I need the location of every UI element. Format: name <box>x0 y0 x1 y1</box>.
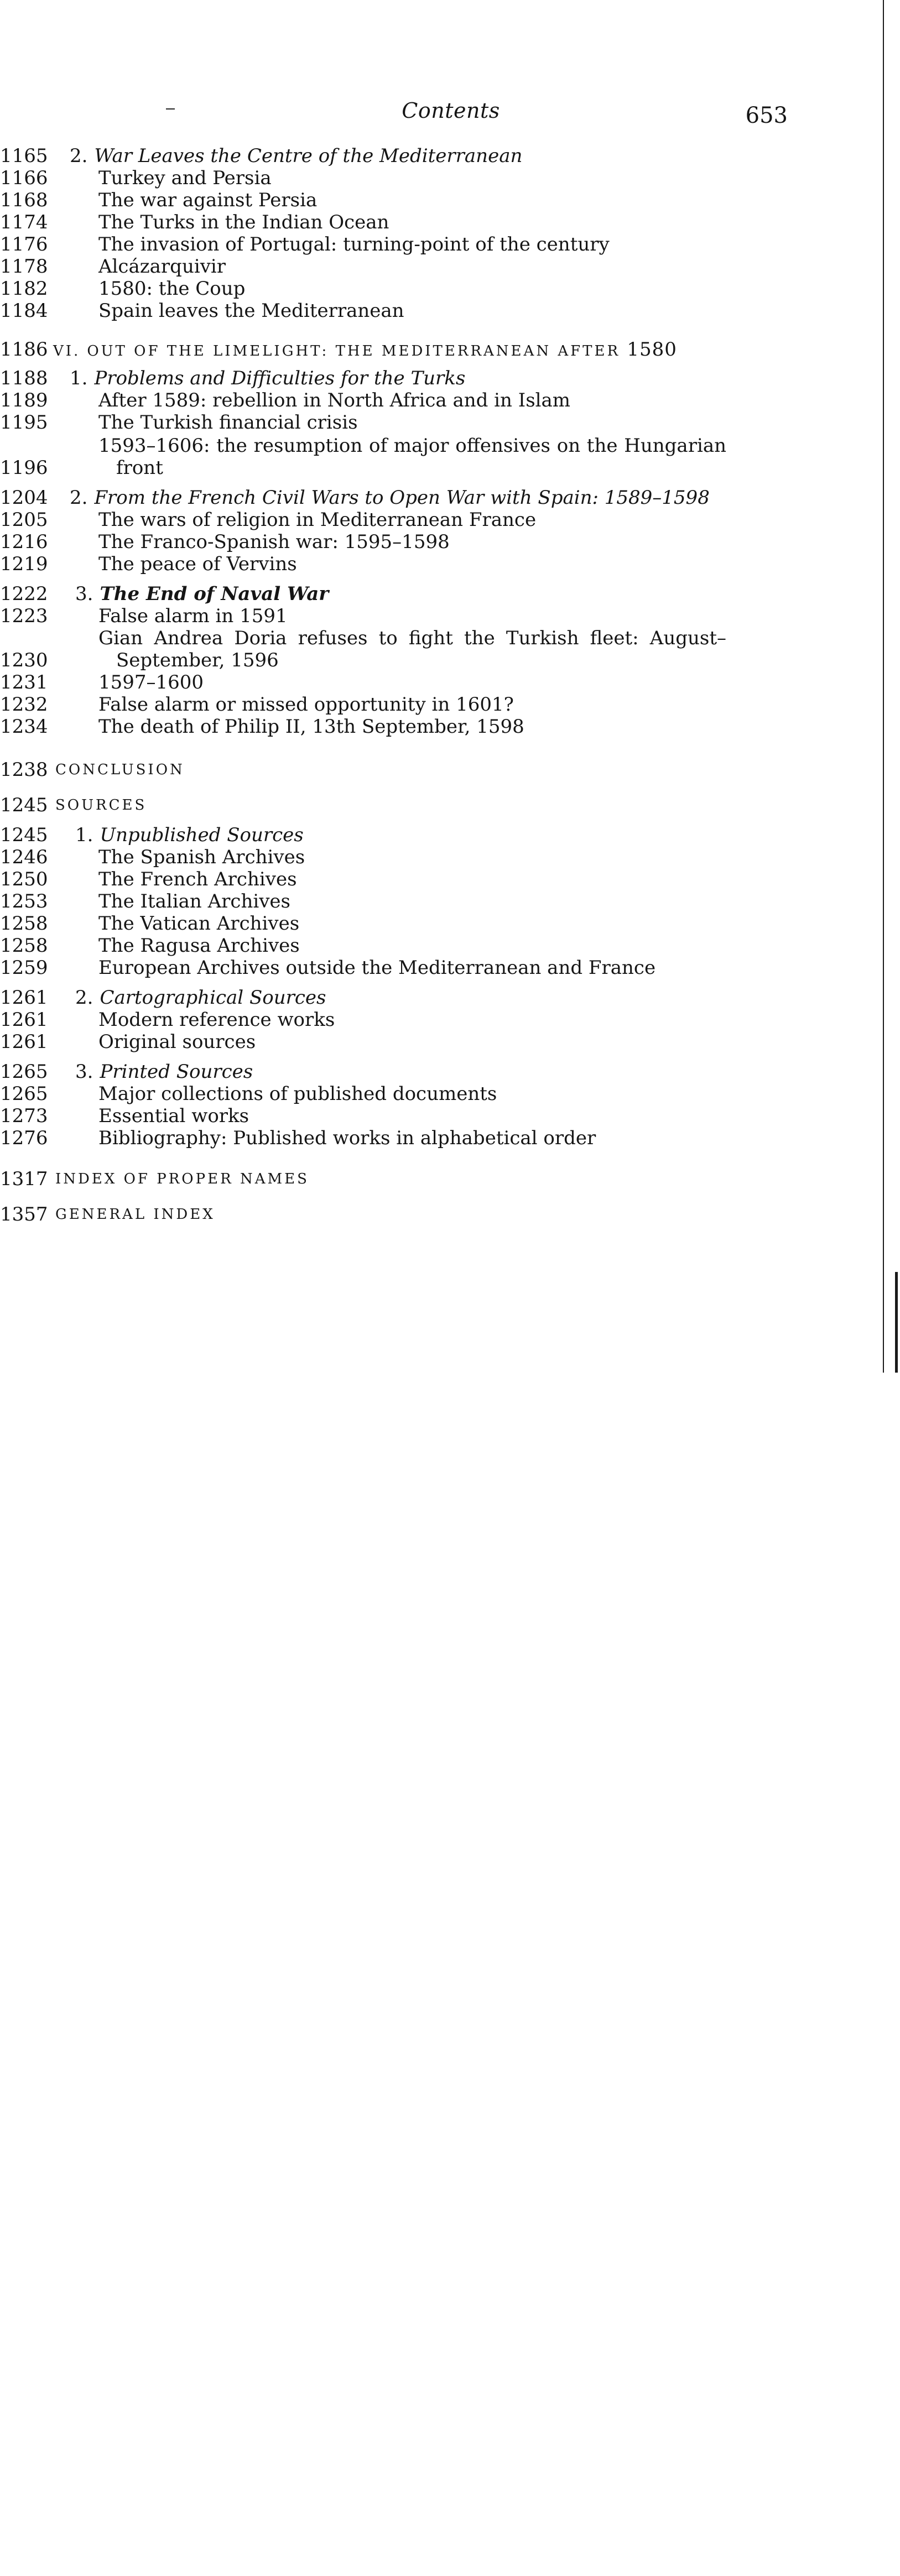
toc-entry[interactable] <box>0 553 785 575</box>
page-ref: 1205 <box>0 509 48 531</box>
page-ref: 1204 <box>0 487 48 509</box>
part-title: OUT OF THE LIMELIGHT: THE MEDITERRANEAN AFTER <box>87 343 621 359</box>
section-number: 2. <box>70 487 88 509</box>
toc-entry[interactable] <box>0 1009 785 1031</box>
toc-entry[interactable] <box>0 1083 785 1105</box>
section-title: The End of Naval War <box>100 583 329 605</box>
entry-label: GENERAL INDEX <box>55 1206 215 1223</box>
toc-entry[interactable] <box>0 509 785 531</box>
page-ref: 1258 <box>0 935 48 957</box>
page-ref: 1231 <box>0 671 48 693</box>
section-title: From the French Civil Wars to Open War with Spain: 1589–1598 <box>94 487 710 509</box>
toc-entry[interactable] <box>0 211 785 233</box>
page-ref: 1234 <box>0 716 48 738</box>
entry-label: The French Archives <box>98 868 297 890</box>
page-ref: 1222 <box>0 583 48 605</box>
toc-entry[interactable] <box>0 411 785 434</box>
page-ref: 1265 <box>0 1061 48 1083</box>
page-ref: 1273 <box>0 1105 48 1127</box>
toc-entry[interactable] <box>0 890 785 912</box>
toc-entry[interactable] <box>0 531 785 553</box>
toc-entry[interactable] <box>0 671 785 693</box>
toc-entry[interactable] <box>0 868 785 890</box>
toc-entry[interactable] <box>0 649 785 671</box>
entry-label: Spain leaves the Mediterranean <box>98 300 404 322</box>
page-ref: 1357 <box>0 1203 48 1226</box>
section-number: 3. <box>75 1061 93 1083</box>
toc-section-heading[interactable] <box>0 824 785 846</box>
page-ref: 1245 <box>0 824 48 846</box>
section-number: 1. <box>75 824 93 846</box>
page-ref: 1246 <box>0 846 48 868</box>
entry-label: False alarm or missed opportunity in 1601? <box>98 693 514 716</box>
entry-label: The Italian Archives <box>98 890 290 912</box>
page-ref: 1238 <box>0 759 48 781</box>
entry-label: 1580: the Coup <box>98 278 246 300</box>
entry-label: The peace of Vervins <box>98 553 297 575</box>
toc-entry[interactable] <box>0 957 785 979</box>
entry-label: The Franco-Spanish war: 1595–1598 <box>98 531 450 553</box>
page-ref: 1182 <box>0 278 48 300</box>
entry-label: The Vatican Archives <box>98 912 300 935</box>
section-number: 2. <box>70 145 88 167</box>
toc-entry[interactable] <box>0 1031 785 1053</box>
toc-entry[interactable] <box>0 300 785 322</box>
entry-label: Major collections of published documents <box>98 1083 497 1105</box>
toc-index-proper-names[interactable] <box>0 1168 785 1190</box>
entry-label-line1[interactable]: Gian Andrea Doria refuses to fight the Turkish fleet: August– <box>98 627 726 649</box>
entry-label: The wars of religion in Mediterranean France <box>98 509 537 531</box>
page-ref: 1261 <box>0 1009 48 1031</box>
toc-entry[interactable] <box>0 693 785 716</box>
page-ref: 1261 <box>0 1031 48 1053</box>
section-number: 1. <box>70 367 88 389</box>
toc-entry[interactable] <box>0 912 785 935</box>
part-year: 1580 <box>627 338 677 361</box>
section-number: 3. <box>75 583 93 605</box>
page-ref: 1259 <box>0 957 48 979</box>
entry-label: After 1589: rebellion in North Africa and in Islam <box>98 389 571 411</box>
entry-label: The death of Philip II, 13th September, 1598 <box>98 716 524 738</box>
entry-label: The Ragusa Archives <box>98 935 300 957</box>
toc-entry[interactable] <box>0 605 785 627</box>
entry-label: Modern reference works <box>98 1009 335 1031</box>
toc-general-index[interactable] <box>0 1203 785 1226</box>
page-ref: 1188 <box>0 367 48 389</box>
toc-sources[interactable] <box>0 794 785 816</box>
toc-entry[interactable] <box>0 255 785 278</box>
page-number: 653 <box>745 103 788 128</box>
toc-section-heading[interactable] <box>0 583 785 605</box>
entry-label: SOURCES <box>55 797 147 814</box>
toc-entry[interactable] <box>0 278 785 300</box>
page-ref: 1195 <box>0 411 48 434</box>
entry-label: Original sources <box>98 1031 256 1053</box>
page-ref: 1216 <box>0 531 48 553</box>
page-ref: 1166 <box>0 167 48 189</box>
toc-part-heading[interactable] <box>0 338 785 361</box>
toc-entry[interactable] <box>0 167 785 189</box>
entry-label: European Archives outside the Mediterranean and France <box>98 957 656 979</box>
entry-label: Turkey and Persia <box>98 167 272 189</box>
entry-label: The war against Persia <box>98 189 318 211</box>
page-ref: 1223 <box>0 605 48 627</box>
page-ref: 1165 <box>0 145 48 167</box>
entry-label-line2: front <box>116 457 163 479</box>
toc-section-heading[interactable] <box>0 1061 785 1083</box>
page-ref: 1186 <box>0 338 48 361</box>
page-ref: 1230 <box>0 649 48 671</box>
toc-conclusion[interactable] <box>0 759 785 781</box>
toc-entry[interactable] <box>0 716 785 738</box>
page-ref: 1258 <box>0 912 48 935</box>
page-ref: 1176 <box>0 233 48 255</box>
page-ref: 1245 <box>0 794 48 816</box>
entry-label: Bibliography: Published works in alphabetical order <box>98 1127 596 1149</box>
entry-label: Alcázarquivir <box>98 255 226 278</box>
toc-entry[interactable] <box>0 457 785 479</box>
page-ref: 1232 <box>0 693 48 716</box>
toc-section-heading[interactable] <box>0 987 785 1009</box>
entry-label: Essential works <box>98 1105 249 1127</box>
page-ref: 1178 <box>0 255 48 278</box>
toc-entry[interactable] <box>0 233 785 255</box>
entry-label-line2: September, 1596 <box>116 649 279 671</box>
page-ref: 1317 <box>0 1168 48 1190</box>
page-ref: 1196 <box>0 457 48 479</box>
toc-entry[interactable] <box>0 1105 785 1127</box>
page-ref: 1253 <box>0 890 48 912</box>
entry-label: The Turks in the Indian Ocean <box>98 211 389 233</box>
page-ref: 1174 <box>0 211 48 233</box>
page-ref: 1250 <box>0 868 48 890</box>
entry-label: INDEX OF PROPER NAMES <box>55 1171 309 1187</box>
toc-section-heading[interactable] <box>0 487 785 509</box>
page-ref: 1189 <box>0 389 48 411</box>
section-title: Cartographical Sources <box>100 987 326 1009</box>
section-title: Problems and Difficulties for the Turks <box>94 367 466 389</box>
entry-label: 1597–1600 <box>98 671 204 693</box>
entry-label: The Spanish Archives <box>98 846 305 868</box>
toc-entry[interactable] <box>0 389 785 411</box>
section-title: Printed Sources <box>100 1061 253 1083</box>
toc-entry[interactable] <box>0 189 785 211</box>
toc-entry[interactable] <box>0 935 785 957</box>
part-numeral: VI. <box>53 343 81 359</box>
toc-entry[interactable] <box>0 846 785 868</box>
entry-label: The Turkish financial crisis <box>98 411 358 434</box>
entry-label: CONCLUSION <box>55 762 185 778</box>
toc-entry[interactable] <box>0 1127 785 1149</box>
page-ref: 1184 <box>0 300 48 322</box>
page-ref: 1168 <box>0 189 48 211</box>
section-title: War Leaves the Centre of the Mediterranean <box>94 145 523 167</box>
toc-section-heading[interactable] <box>0 145 785 167</box>
page-ref: 1276 <box>0 1127 48 1149</box>
page-ref: 1265 <box>0 1083 48 1105</box>
page-ref: 1219 <box>0 553 48 575</box>
section-number: 2. <box>75 987 93 1009</box>
section-title: Unpublished Sources <box>100 824 304 846</box>
entry-label-line1[interactable]: 1593–1606: the resumption of major offensives on the Hungarian <box>98 435 726 457</box>
entry-label: The invasion of Portugal: turning-point of the century <box>98 233 610 255</box>
running-title: Contents <box>402 98 500 123</box>
toc-section-heading[interactable] <box>0 367 785 389</box>
entry-label: False alarm in 1591 <box>98 605 288 627</box>
page-ref: 1261 <box>0 987 48 1009</box>
